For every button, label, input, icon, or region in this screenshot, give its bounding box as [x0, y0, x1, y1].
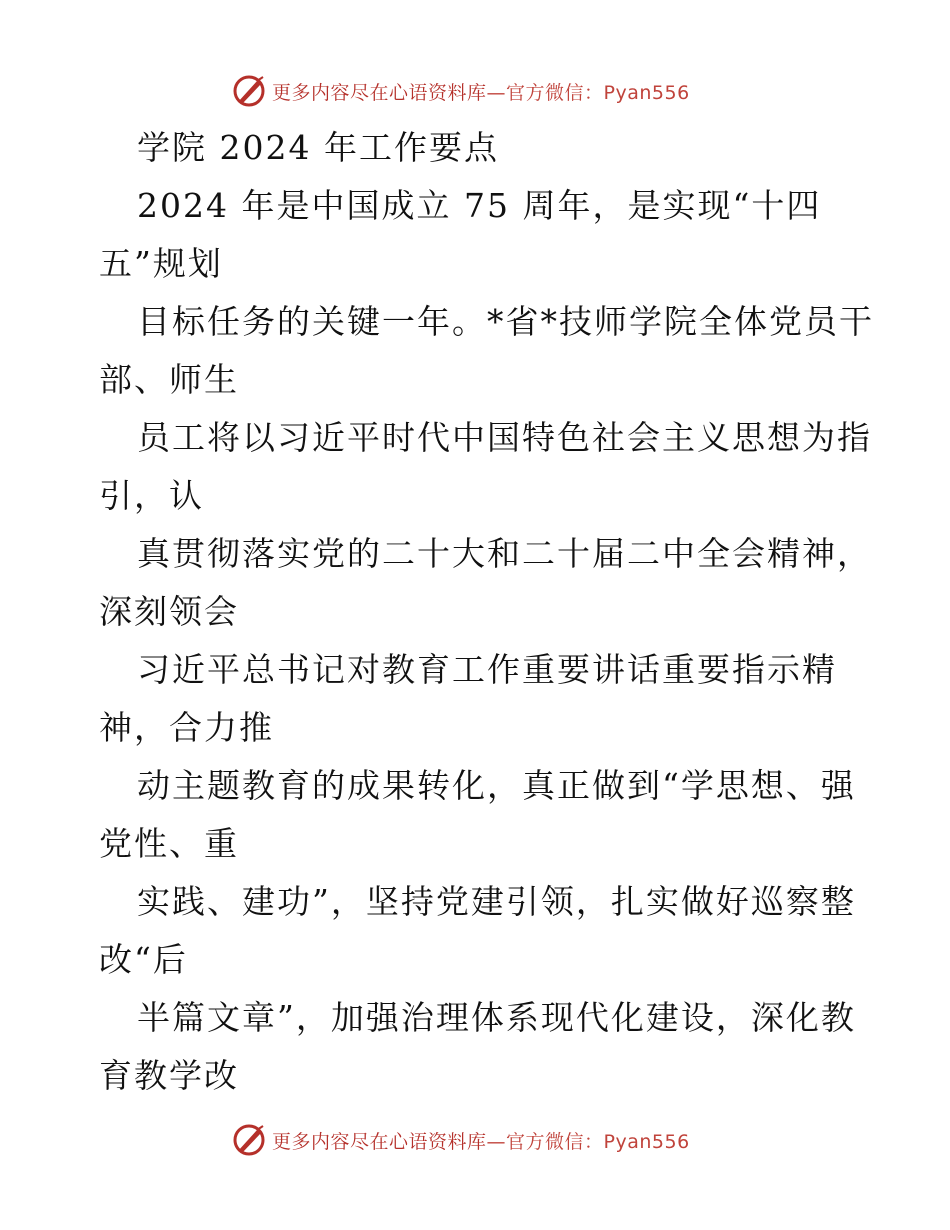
text-line: 五”规划 — [99, 244, 223, 283]
footer-contact-text: —官方微信：Pyan556 — [486, 1130, 690, 1153]
quill-pen-logo-icon — [232, 1123, 266, 1157]
footer-brand-text: 更多内容尽在心语资料库 — [272, 1130, 487, 1153]
text-line: 真贯彻落实党的二十大和二十届二中全会精神， — [137, 534, 872, 573]
text-line: 党性、重 — [99, 824, 239, 863]
text-line: 深刻领会 — [99, 592, 239, 631]
header-banner — [232, 71, 732, 111]
text-line: 员工将以习近平时代中国特色社会主义思想为指 — [137, 418, 872, 457]
text-line: 2024 年是中国成立 75 周年，是实现“十四 — [137, 186, 822, 225]
text-line: 实践、建功”，坚持党建引领，扎实做好巡察整 — [137, 882, 856, 921]
text-line: 半篇文章”，加强治理体系现代化建设，深化教 — [137, 998, 856, 1037]
text-line: 目标任务的关键一年。*省*技师学院全体党员干 — [137, 302, 874, 341]
footer-banner — [232, 1120, 732, 1160]
text-line: 育教学改 — [99, 1056, 239, 1095]
text-line: 改“后 — [99, 940, 188, 979]
text-line: 习近平总书记对教育工作重要讲话重要指示精 — [137, 650, 837, 689]
header-brand-text: 更多内容尽在心语资料库 — [272, 81, 487, 104]
text-line: 引，认 — [99, 476, 204, 515]
text-line: 部、师生 — [99, 360, 239, 399]
text-line: 动主题教育的成果转化，真正做到“学思想、强 — [137, 766, 856, 805]
quill-pen-logo-icon — [232, 74, 266, 108]
header-contact-text: —官方微信：Pyan556 — [486, 81, 690, 104]
document-title: 学院 2024 年工作要点 — [137, 128, 499, 167]
text-line: 神，合力推 — [99, 708, 274, 747]
